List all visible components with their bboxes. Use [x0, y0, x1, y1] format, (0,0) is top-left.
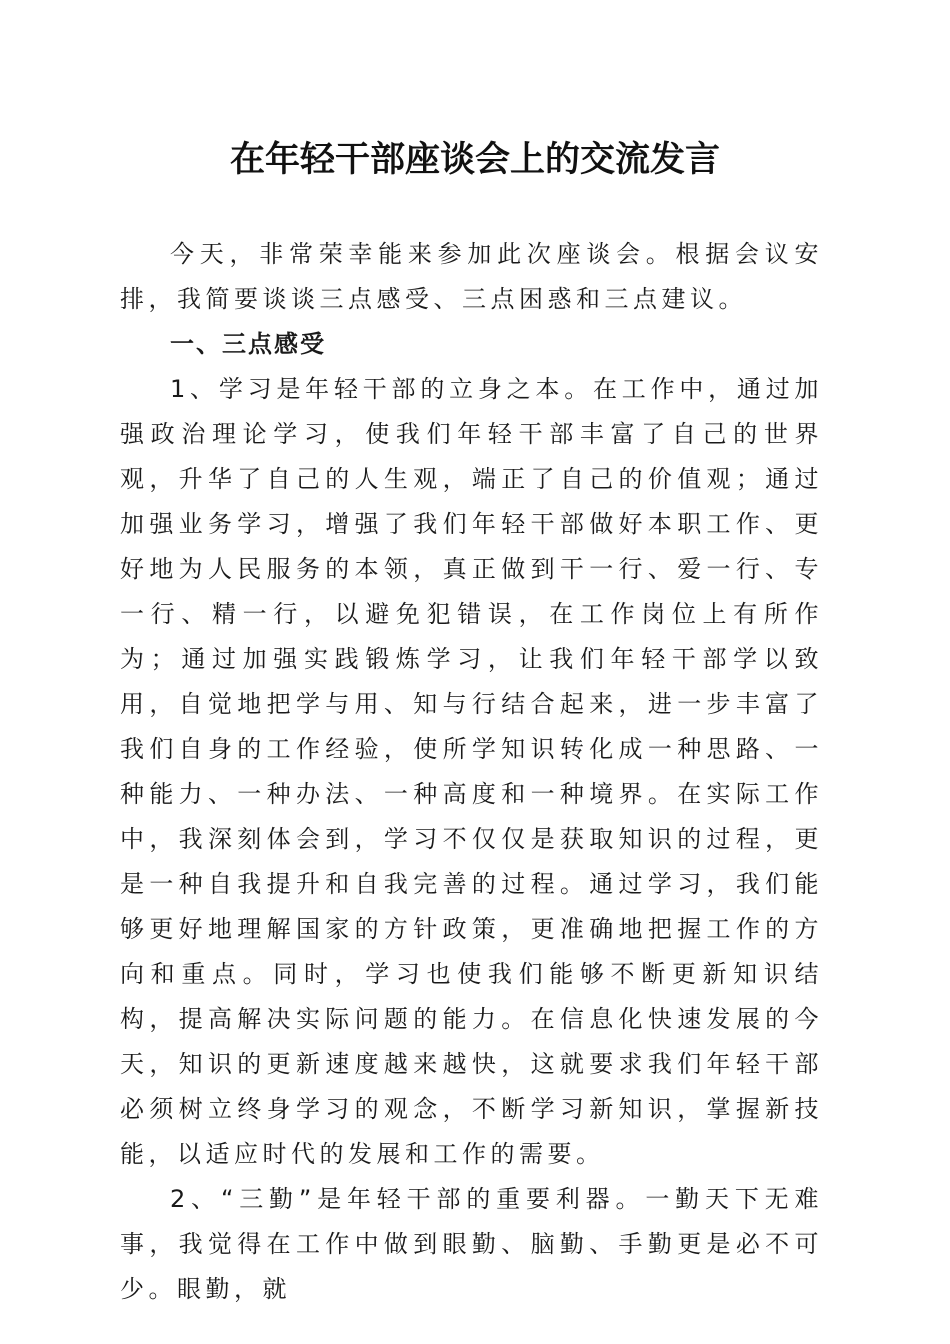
- section-heading-feelings: 一、三点感受: [170, 330, 326, 358]
- document-title: 在年轻干部座谈会上的交流发言: [229, 139, 720, 180]
- paragraph-three-diligences: 2、“三勤”是年轻干部的重要利器。一勤天下无难事，我觉得在工作中做到眼勤、脑勤、手勤更是必不可少。眼勤，就: [120, 1185, 823, 1303]
- intro-paragraph: 今天，非常荣幸能来参加此次座谈会。根据会议安排，我简要谈谈三点感受、三点困惑和三点建议。: [120, 240, 823, 313]
- document-body: [120, 232, 823, 1312]
- paragraph-learning: 1、学习是年轻干部的立身之本。在工作中，通过加强政治理论学习，使我们年轻干部丰富了自己的世界观，升华了自己的人生观，端正了自己的价值观；通过加强业务学习，增强了我们年轻干部做好本职工作、更好地为人民服务的本领，真正做到干一行、爱一行、专一行、精一行，以避免犯错误，在工作岗位上有所作为；通过加强实践锻炼学习，让我们年轻干部学以致用，自觉地把学与用、知与行结合起来，进一步丰富了我们自身的工作经验，使所学知识转化成一种思路、一种能力、一种办法、一种高度和一种境界。在实际工作中，我深刻体会到，学习不仅仅是获取知识的过程，更是一种自我提升和自我完善的过程。通过学习，我们能够更好地理解国家的方针政策，更准确地把握工作的方向和重点。同时，学习也使我们能够不断更新知识结构，提高解决实际问题的能力。在信息化快速发展的今天，知识的更新速度越来越快，这就要求我们年轻干部必须树立终身学习的观念，不断学习新知识，掌握新技能，以适应时代的发展和工作的需要。: [120, 375, 823, 1168]
